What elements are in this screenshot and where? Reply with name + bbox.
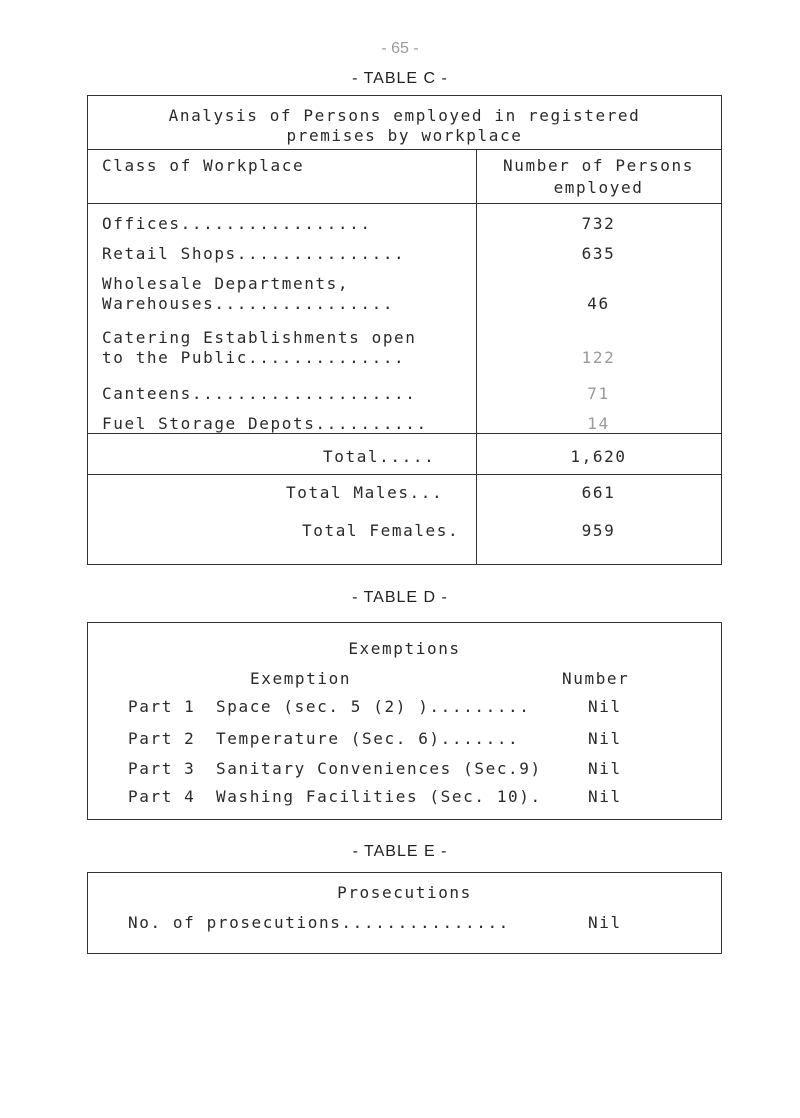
row-value: 635 — [581, 244, 616, 263]
table-c-title-line2: premises by workplace — [286, 126, 523, 145]
row-label: Canteens.................... — [102, 384, 417, 403]
table-c-heading: - TABLE C - — [352, 70, 448, 87]
part-label: Part 2 — [128, 729, 196, 748]
row-value: 732 — [581, 214, 616, 233]
exemption-text: Washing Facilities (Sec. 10). — [216, 787, 542, 806]
divider — [88, 433, 721, 434]
table-c — [87, 95, 722, 565]
row-value: 71 — [587, 384, 610, 403]
row-label: Fuel Storage Depots.......... — [102, 414, 428, 433]
row-label: to the Public.............. — [102, 348, 406, 367]
page-number: - 65 - — [381, 40, 419, 57]
table-e-title: Prosecutions — [337, 883, 472, 902]
exemption-text: Space (sec. 5 (2) )......... — [216, 697, 531, 716]
row-label: Retail Shops............... — [102, 244, 406, 263]
prosecutions-label: No. of prosecutions............... — [128, 913, 510, 932]
row-value: 46 — [587, 294, 610, 313]
exemption-text: Temperature (Sec. 6)....... — [216, 729, 520, 748]
exemption-value: Nil — [588, 759, 622, 778]
exemption-text: Sanitary Conveniences (Sec.9) — [216, 759, 542, 778]
row-label: Catering Establishments open — [102, 328, 417, 347]
divider — [88, 474, 721, 475]
exemption-value: Nil — [588, 729, 622, 748]
col-number-header-line1: Number of Persons — [503, 156, 694, 175]
divider — [88, 203, 721, 204]
table-d-heading: - TABLE D - — [352, 589, 448, 606]
row-label: Warehouses................ — [102, 294, 395, 313]
total-label: Total..... — [323, 447, 436, 466]
total-value: 1,620 — [570, 447, 627, 466]
exemption-value: Nil — [588, 787, 622, 806]
table-d-title: Exemptions — [348, 639, 461, 658]
row-label: Wholesale Departments, — [102, 274, 350, 293]
part-label: Part 3 — [128, 759, 196, 778]
total-males-label: Total Males... — [286, 483, 444, 502]
total-females-value: 959 — [581, 521, 616, 540]
table-c-title-line1: Analysis of Persons employed in registered — [168, 106, 641, 125]
total-males-value: 661 — [581, 483, 616, 502]
total-females-label: Total Females. — [302, 521, 460, 540]
divider — [88, 149, 721, 150]
col-class-header: Class of Workplace — [102, 156, 305, 175]
table-d — [87, 622, 722, 820]
row-value: 122 — [581, 348, 616, 367]
exemption-value: Nil — [588, 697, 622, 716]
col-number-header-line2: employed — [553, 178, 644, 197]
table-e-heading: - TABLE E - — [352, 843, 448, 860]
row-value: 14 — [587, 414, 610, 433]
part-label: Part 1 — [128, 697, 196, 716]
col-exemption-header: Exemption — [250, 669, 352, 688]
col-number-header: Number — [562, 669, 630, 688]
table-e — [87, 872, 722, 954]
row-label: Offices................. — [102, 214, 372, 233]
prosecutions-value: Nil — [588, 913, 622, 932]
part-label: Part 4 — [128, 787, 196, 806]
